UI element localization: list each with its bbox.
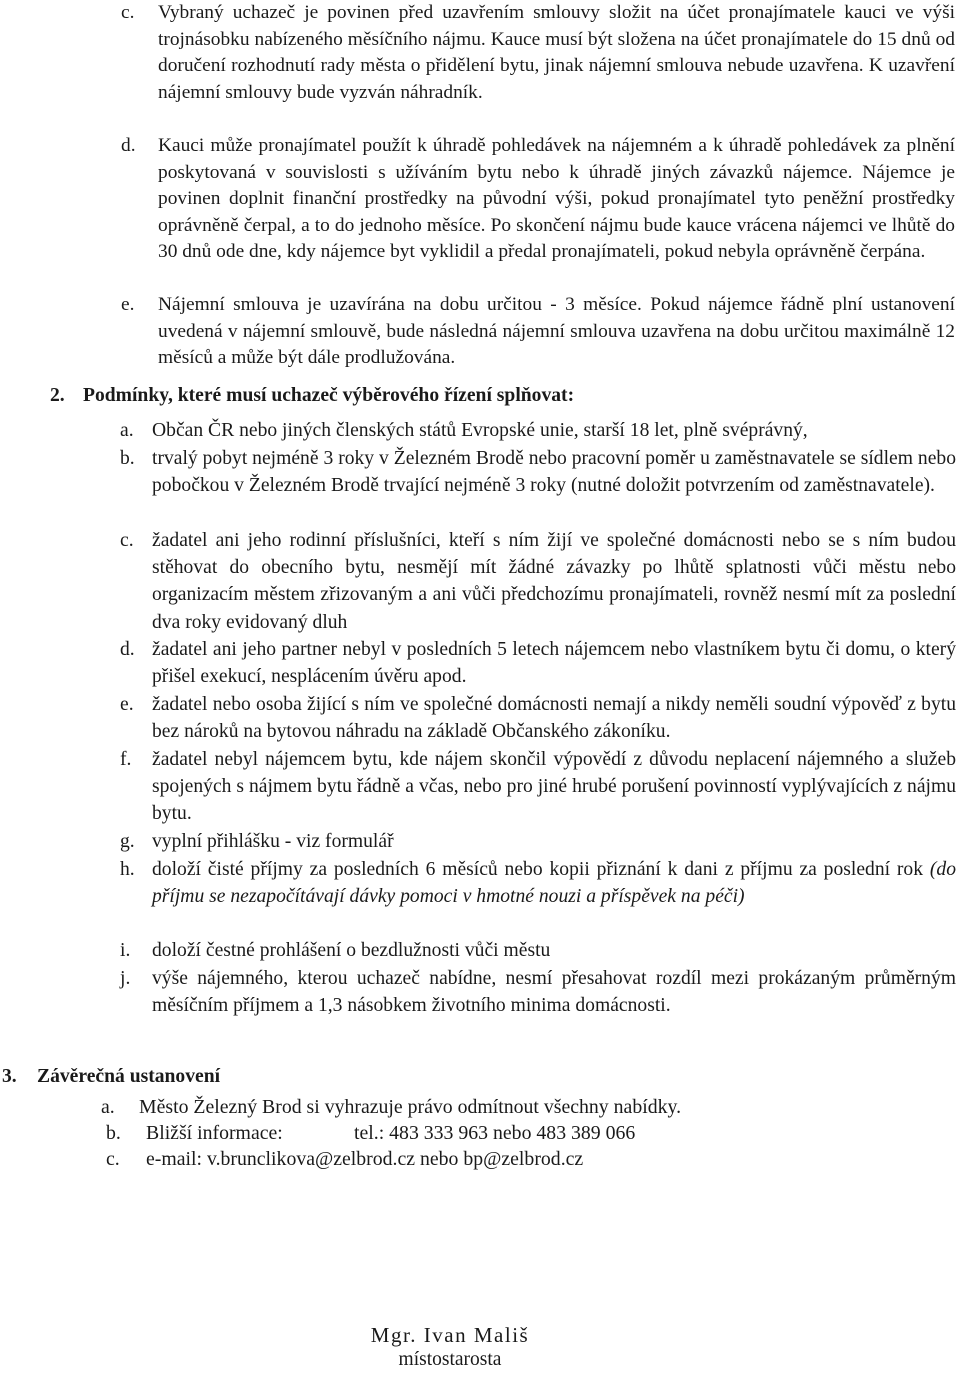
item-text: Město Železný Brod si vyhrazuje právo odmítnout všechny nabídky. — [139, 1096, 682, 1118]
item-marker: c. — [106, 1148, 120, 1170]
contact-label: Bližší informace: — [146, 1122, 283, 1144]
section-number: 2. — [50, 385, 65, 406]
item-marker: j. — [120, 968, 131, 989]
item-text: trvalý pobyt nejméně 3 roky v Železném Brodě nebo pracovní poměr u zaměstnavatele se sídlem nebo pobočkou v Železném Brodě trvající nejméně 3 roky (nutné doložit potvrzením od zaměstnavatele). — [152, 448, 956, 497]
item-text-main: doloží čisté příjmy za posledních 6 měsíců nebo kopii přiznání k dani z příjmu za poslední rok — [152, 859, 924, 880]
item-text: žadatel nebyl nájemcem bytu, kde nájem skončil výpovědí z důvodu neplacení nájemného a služeb spojených s nájmem bytu řádně a včas, nebo pro jiné hrubé porušení povinností vyplývajících z nájmu bytu. — [152, 749, 956, 825]
item-text: žadatel ani jeho partner nebyl v posledních 5 letech nájemcem nebo vlastníkem bytu či domu, o který přišel exekucí, nesplácením úvěru apod. — [152, 639, 956, 688]
item-text-note: (do příjmu se nezapočítávají dávky pomoci v hmotné nouzi a příspěvek na péči) — [152, 859, 956, 908]
item-marker: d. — [120, 639, 135, 660]
item-text: Nájemní smlouva je uzavírána na dobu určitou - 3 měsíce. Pokud nájemce řádně plní ustanovení uvedená v nájemní smlouvě, bude následná nájemní smlouva uzavřena na dobu určitou maximálně 12 měsíců a může být dále prodlužována. — [158, 294, 955, 369]
item-text: doloží čestné prohlášení o bezdlužnosti vůči městu — [152, 940, 551, 961]
item-marker: e. — [120, 694, 134, 715]
item-text: e-mail: v.brunclikova@zelbrod.cz nebo bp@zelbrod.cz — [146, 1148, 584, 1170]
item-text: Kauci může pronajímatel použít k úhradě pohledávek na nájemném a k úhradě pohledávek za plnění poskytovaná v souvislosti s užíváním bytu nebo k úhradě jiných závazků nájemce. Nájemce je povinen doplnit finanční prostředky na původní výši, pokud pronajímatel tyto peněžní prostředky oprávněně čerpal, a to do jednoho měsíce. Po skončení nájmu bude kauce vrácena nájemci ve lhůtě do 30 dnů ode dne, kdy nájemce byt vyklidil a předal pronajímateli, pokud nebyla oprávněně čerpána. — [158, 135, 955, 263]
item-text: vyplní přihlášku - viz formulář — [152, 831, 394, 852]
item-marker: b. — [120, 448, 135, 469]
section-title: Podmínky, které musí uchazeč výběrového řízení splňovat: — [83, 385, 575, 406]
phone-numbers: tel.: 483 333 963 nebo 483 389 066 — [354, 1122, 636, 1144]
item-text: Vybraný uchazeč je povinen před uzavřením smlouvy složit na účet pronajímatele kauci ve výši trojnásobku nabízeného měsíčního nájmu. Kauce musí být složena na účet pronajímatele do 15 dnů od doručení rozhodnutí rady města o přidělení bytu, jinak nájemní smlouva nebude uzavřena. K uzavření nájemní smlouvy bude vyzván náhradník. — [158, 2, 955, 103]
item-text: výše nájemného, kterou uchazeč nabídne, nesmí přesahovat rozdíl mezi prokázaným průměrným měsíčním příjmem a 1,3 násobkem životního minima domácnosti. — [152, 968, 956, 1017]
item-text: Občan ČR nebo jiných členských států Evropské unie, starší 18 let, plně svéprávný, — [152, 420, 808, 441]
item-text: žadatel ani jeho rodinní příslušníci, kteří s ním žijí ve společné domácnosti nebo se s ním budou stěhovat do obecního bytu, nesmějí mít žádné závazky po lhůtě splatnosti vůči městu nebo organizacím městem zřizovaným a ani vůči předchozímu pronajímateli, rovněž nesmí mít za poslední dva roky evidovaný dluh — [152, 530, 956, 633]
item-marker: g. — [120, 831, 135, 852]
item-marker: c. — [121, 2, 135, 23]
item-marker: b. — [106, 1122, 121, 1144]
item-marker: a. — [101, 1096, 115, 1118]
item-text — [146, 1120, 635, 1147]
item-marker: a. — [120, 420, 134, 441]
item-marker: i. — [120, 940, 131, 961]
section-2-heading — [50, 383, 574, 409]
item-marker: c. — [120, 530, 134, 551]
signature-name: Mgr. Ivan Mališ — [370, 1323, 530, 1347]
item-text — [152, 856, 956, 910]
section-title: Závěrečná ustanovení — [37, 1066, 221, 1087]
item-marker: e. — [121, 294, 135, 315]
signature-role: místostarosta — [398, 1349, 502, 1370]
section-3-heading — [2, 1064, 220, 1090]
item-marker: h. — [120, 859, 135, 880]
item-marker: d. — [121, 135, 136, 156]
section-number: 3. — [2, 1066, 17, 1087]
item-text: žadatel nebo osoba žijící s ním ve společné domácnosti nemají a nikdy neměli soudní výpověď z bytu bez nároků na bytovou náhradu na základě Občanského zákoníku. — [152, 694, 956, 743]
item-marker: f. — [120, 749, 132, 770]
